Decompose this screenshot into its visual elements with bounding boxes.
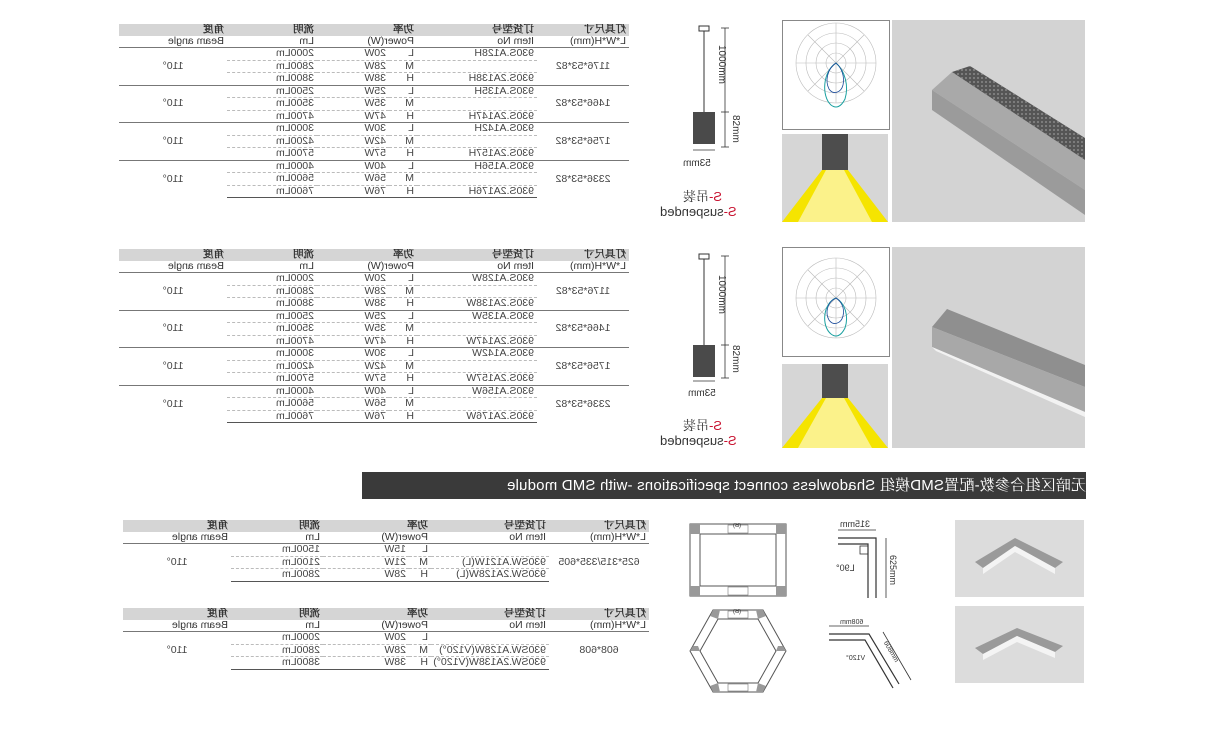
cell-level: M [389,360,417,373]
cell-lm: 7600Lm [227,410,317,423]
dim-height-1: 1000mm [716,45,727,84]
cell-power: 35W [317,98,389,111]
cell-item [431,632,549,645]
dim-height-2: 1000mm [716,275,727,314]
cell-lm: 3000Lm [227,348,317,361]
cell-lm: 2800Lm [231,569,323,582]
cell-item: 930S.A142W [417,348,537,361]
cell-power: 57W [364,147,386,160]
cell-size: 625*315/335*605 [549,544,649,582]
cell-lm: 2800Lm [227,285,317,298]
v-angle: V120° [846,655,866,662]
header-col5-cn: 角度 [123,520,231,532]
cell-power: 15W [323,544,409,557]
cell-level: L [409,544,431,557]
l-connector-drawing [830,520,910,600]
table-row [119,310,629,323]
cell-power: 42W [317,360,389,373]
product-photo-1 [892,20,1085,222]
cell-level: H [406,147,414,160]
cell-item: 930S.2A147H [468,110,534,122]
cell-level: M [389,60,417,73]
cell-item [417,398,537,411]
polar-diagram-1 [782,20,890,130]
v-dim-side: 608mm [881,640,900,664]
header-col5-en: Beam angle [123,620,231,632]
cell-lm: 5600Lm [227,398,317,411]
cell-item: 930S.A135W [417,310,537,323]
cell-lm: 4200Lm [227,135,317,148]
table-row [119,85,629,98]
cell-lm: 2500Lm [227,85,317,98]
l-connector-photo [955,520,1084,597]
header-col4-cn: 流明 [231,608,323,620]
header-col1-cn: 灯具尺寸 [549,520,649,532]
cell-item [417,323,537,336]
cell-power: 38W [323,657,409,670]
cell-lm: 4700Lm [276,335,314,347]
cell-power: 35W [317,323,389,336]
cell-level: L [389,348,417,361]
header-col4-en: Lm [231,532,323,544]
dim-width-2: 53mm [688,388,716,399]
cell-item: 930S.A156H [417,160,537,173]
header-col5-cn: 角度 [119,24,227,36]
header-col1-cn: 灯具尺寸 [537,249,629,261]
cell-lm: 2500Lm [227,310,317,323]
header-col2-en: Item No [417,261,537,273]
cell-level: H [406,297,414,310]
cell-item: 930S.A156W [417,385,537,398]
cell-level: L [389,160,417,173]
section-banner [362,472,1086,499]
cell-size: 1176*53*82 [537,273,629,311]
cell-level: L [389,123,417,136]
beam-illustration-1 [782,134,888,222]
cell-level: M [409,644,431,657]
cell-power: 30W [317,348,389,361]
beam-illustration-2 [782,364,888,448]
cell-lm: 2000Lm [227,273,317,286]
table-row [119,385,629,398]
cell-size: 2336*53*82 [537,385,629,423]
polar-diagram-2 [782,247,890,357]
cell-power: 28W [317,285,389,298]
cell-power: 30W [317,123,389,136]
hexagon-layout-drawing [688,608,788,694]
cell-level: M [389,323,417,336]
cell-lm: 2800Lm [231,644,323,657]
cell-angle: 110° [119,85,227,123]
cell-level: M [389,173,417,186]
header-col3-cn: 功率 [323,608,431,620]
cell-item: 930SW.2A128W(L) [431,569,549,582]
header-col2-cn: 订货型号 [431,608,549,620]
cell-item [431,544,549,557]
cell-power: 25W [317,310,389,323]
cell-power: 40W [317,160,389,173]
cell-lm: 3500Lm [227,323,317,336]
cell-item [417,173,537,186]
cell-lm: 3000Lm [227,123,317,136]
cell-angle: 110° [119,385,227,423]
cell-lm: 3800Lm [276,72,314,85]
v-connector-drawing [825,620,915,690]
header-col5-en: Beam angle [119,261,227,273]
cell-item: 930S.A142H [417,123,537,136]
cell-power: 47W [364,110,386,122]
l-angle: L90° [836,563,855,573]
cell-item: 930SW.A121W(L) [431,556,549,569]
cell-size: 608*608 [549,632,649,670]
dim-body-2: 82mm [730,345,741,373]
cell-item [417,135,537,148]
cell-item: 930S.2A138H [468,72,534,85]
cell-level: M [389,398,417,411]
cell-angle: 110° [123,544,231,582]
header-col3-cn: 功率 [317,24,417,36]
header-col5-en: Beam angle [123,532,231,544]
cell-angle: 110° [119,48,227,86]
cell-power: 20W [317,273,389,286]
cell-level: M [389,98,417,111]
v-dim-top: 608mm [840,619,864,626]
header-col2-en: Item No [431,620,549,632]
product-photo-2 [892,247,1085,448]
banner-text: 无暗区组合参数-配置SMD模组 Shadowless connect specifications -with SMD module [506,477,1086,494]
cell-power: 40W [317,385,389,398]
cell-item [417,60,537,73]
spec-table-3 [123,520,649,582]
cell-power: 76W [317,185,389,198]
cell-item: 930S.A135H [417,85,537,98]
dim-body-1: 82mm [730,115,741,143]
cell-angle: 110° [119,273,227,311]
caption-cn-2: S-吊装 [683,418,723,433]
cell-level: H [389,185,417,198]
caption-cn-1: S-吊装 [683,189,723,204]
cell-angle: 110° [123,632,231,670]
cell-power: 21W [323,556,409,569]
cell-item: 930S.A128H [417,48,537,61]
header-col4-en: Lm [231,620,323,632]
cell-item: 930S.2A157H [468,147,534,160]
cell-item: 930S.2A157W [466,372,534,385]
cell-power: 38W [364,72,386,85]
dim-width-1: 53mm [683,158,711,169]
cell-power: 57W [364,372,386,385]
header-col1-en: L*W*H(mm) [537,261,629,273]
cell-level: H [406,110,414,122]
cell-power: 76W [317,410,389,423]
v-connector-photo [955,606,1084,683]
cell-lm: 5700Lm [276,147,314,160]
cell-lm: 2000Lm [231,632,323,645]
table-row [119,348,629,361]
header-col4-cn: 流明 [227,249,317,261]
header-col2-cn: 订货型号 [431,520,549,532]
cell-item: 930S.2A147W [466,335,534,347]
spec-table-1 [119,24,629,198]
cell-item [417,285,537,298]
cell-power: 38W [364,297,386,310]
cell-lm: 4200Lm [227,360,317,373]
cell-lm: 2000Lm [227,48,317,61]
module-label-2: (B) [733,609,741,615]
cell-level: L [389,85,417,98]
header-col3-en: Power(W) [323,620,431,632]
table-row [119,273,629,286]
header-col3-en: Power(W) [323,532,431,544]
cell-item: 930S.A128W [417,273,537,286]
header-col3-en: Power(W) [317,261,417,273]
cell-lm: 5600Lm [227,173,317,186]
cell-size: 1176*53*82 [537,48,629,86]
header-col5-cn: 角度 [123,608,231,620]
cell-power: 28W [323,569,409,582]
table-row [119,123,629,136]
header-col3-en: Power(W) [317,36,417,48]
cell-power: 56W [317,398,389,411]
cell-size: 1466*53*82 [537,85,629,123]
cell-power: 28W [317,60,389,73]
header-col2-cn: 订货型号 [417,24,537,36]
cell-level: H [406,72,414,85]
cell-size: 1756*53*82 [537,348,629,386]
cell-power: 20W [317,48,389,61]
header-col3-cn: 功率 [317,249,417,261]
l-dim-top: 315mm [840,519,871,529]
header-col5-cn: 角度 [119,249,227,261]
cell-item: 930S.2A138W [466,297,534,310]
cell-size: 1466*53*82 [537,310,629,348]
cell-level: L [409,632,431,645]
header-col1-en: L*W*H(mm) [537,36,629,48]
cell-angle: 110° [119,348,227,386]
caption-en-1: S-suspended [660,204,737,219]
cell-level: L [389,273,417,286]
header-col1-cn: 灯具尺寸 [549,608,649,620]
cell-level: M [389,285,417,298]
cell-level: H [406,335,414,347]
cell-lm: 3500Lm [227,98,317,111]
header-col4-cn: 流明 [227,24,317,36]
cell-level: H [406,372,414,385]
header-col2-en: Item No [417,36,537,48]
cell-lm: 3800Lm [231,657,323,670]
header-col1-en: L*W*H(mm) [549,532,649,544]
cell-lm: 1500Lm [231,544,323,557]
cell-angle: 110° [119,310,227,348]
cell-item: 930S.2A176W [417,410,537,423]
cell-level: H [409,569,431,582]
cell-power: 47W [364,335,386,347]
cell-item [417,98,537,111]
cell-level: H [409,657,431,670]
cell-lm: 4700Lm [276,110,314,122]
header-col4-en: Lm [227,36,317,48]
cell-lm: 2800Lm [227,60,317,73]
cell-level: M [409,556,431,569]
cell-level: M [389,135,417,148]
cell-power: 25W [317,85,389,98]
cell-power: 20W [323,632,409,645]
table-row [119,160,629,173]
table-row [119,48,629,61]
header-col1-cn: 灯具尺寸 [537,24,629,36]
spec-table-2 [119,249,629,423]
cell-item: 930S.2A176H [417,185,537,198]
cell-lm: 4000Lm [227,385,317,398]
header-col5-en: Beam angle [119,36,227,48]
cell-lm: 7600Lm [227,185,317,198]
cell-angle: 110° [119,160,227,198]
rectangle-layout-drawing [688,522,788,598]
cell-power: 56W [317,173,389,186]
cell-level: L [389,385,417,398]
table-row [123,632,649,645]
cell-item [417,360,537,373]
cell-lm: 4000Lm [227,160,317,173]
cell-lm: 2100Lm [231,556,323,569]
cell-size: 2336*53*82 [537,160,629,198]
table-row [123,544,649,557]
caption-en-2: S-suspended [660,433,737,448]
cell-level: L [389,48,417,61]
cell-level: L [389,310,417,323]
header-col4-en: Lm [227,261,317,273]
cell-lm: 5700Lm [276,372,314,385]
cell-size: 1756*53*82 [537,123,629,161]
cell-power: 42W [317,135,389,148]
header-col2-en: Item No [431,532,549,544]
cell-level: H [389,410,417,423]
cell-power: 28W [323,644,409,657]
cell-lm: 3800Lm [276,297,314,310]
header-col2-cn: 订货型号 [417,249,537,261]
header-col4-cn: 流明 [231,520,323,532]
cell-item: 930SW.2A138W(V120°) [431,657,549,670]
module-label-1: (B) [733,523,741,529]
cell-angle: 110° [119,123,227,161]
header-col3-cn: 功率 [323,520,431,532]
header-col1-en: L*W*H(mm) [549,620,649,632]
spec-table-4 [123,608,649,670]
cell-item: 930SW.A128W(V120°) [431,644,549,657]
l-dim-side: 625mm [888,555,898,586]
